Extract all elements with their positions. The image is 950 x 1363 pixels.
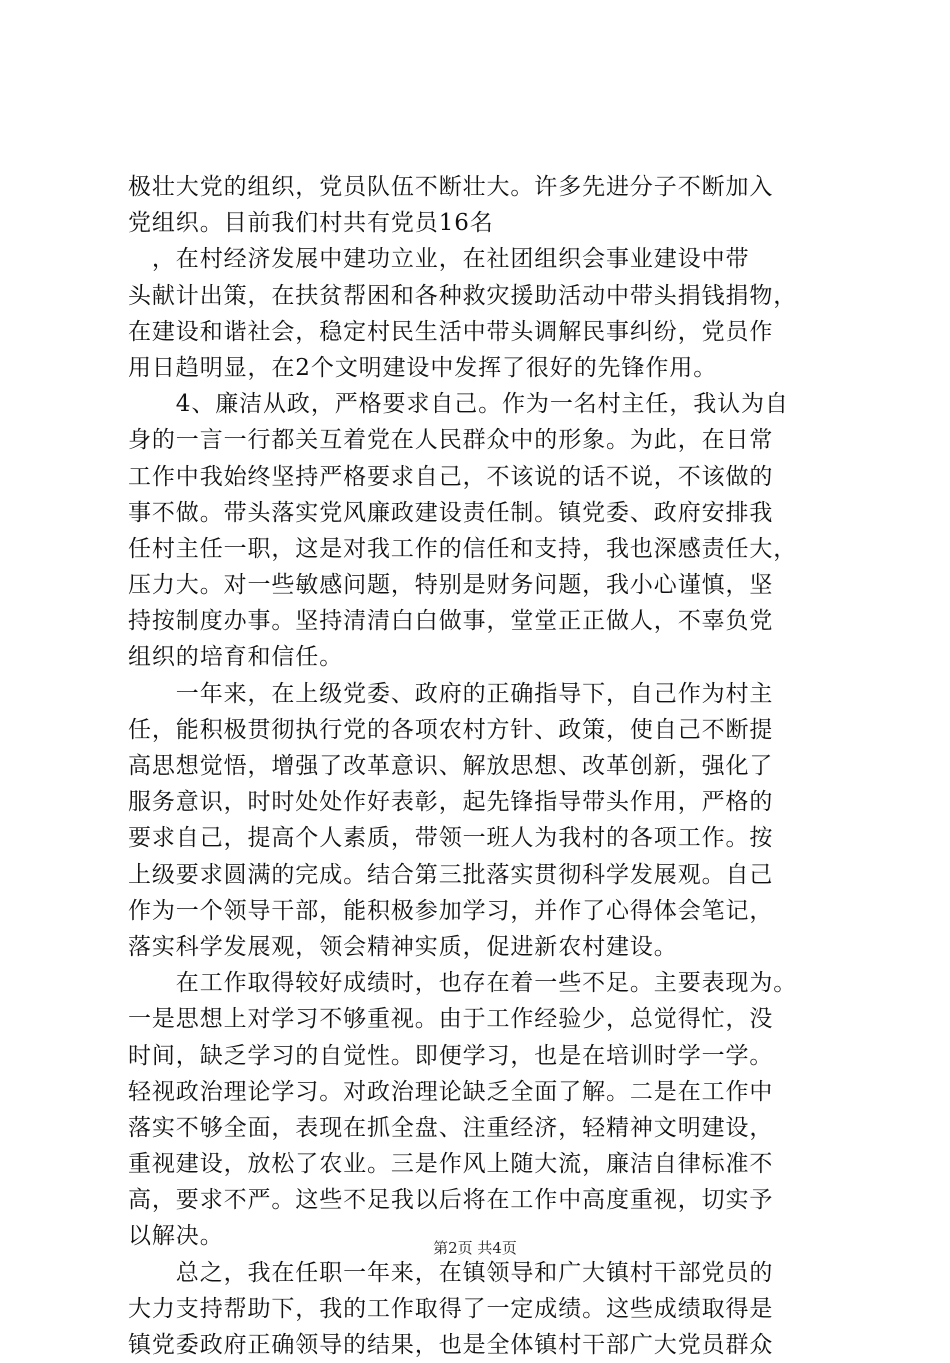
text-line: 任村主任一职，这是对我工作的信任和支持，我也深感责任大， bbox=[128, 535, 798, 562]
text-line: 组织的培育和信任。 bbox=[128, 644, 344, 671]
text-line: 高思想觉悟，增强了改革意识、解放思想、改革创新，强化了 bbox=[128, 753, 774, 779]
text-line: 头献计出策，在扶贫帮困和各种救灾援助活动中带头捐钱捐物， bbox=[128, 282, 798, 309]
text-line: 在工作取得较好成绩时，也存在着一些不足。主要表现为。 bbox=[128, 970, 798, 997]
text-line: 落实不够全面，表现在抓全盘、注重经济，轻精神文明建设， bbox=[128, 1114, 774, 1141]
text-line: 用日趋明显，在2个文明建设中发挥了很好的先锋作用。 bbox=[128, 354, 718, 381]
text-line: 事不做。带头落实党风廉政建设责任制。镇党委、政府安排我 bbox=[128, 499, 774, 526]
text-line: 时间，缺乏学习的自觉性。即便学习，也是在培训时学一学。 bbox=[128, 1042, 774, 1069]
text-line: 一年来，在上级党委、政府的正确指导下，自己作为村主 bbox=[128, 680, 774, 707]
text-line: 4、廉洁从政，严格要求自己。作为一名村主任，我认为自 bbox=[128, 391, 789, 418]
text-line: 极壮大党的组织，党员队伍不断壮大。许多先进分子不断加入 bbox=[128, 174, 774, 200]
text-line: 身的一言一行都关互着党在人民群众中的形象。为此，在日常 bbox=[128, 427, 774, 454]
text-line: 一是思想上对学习不够重视。由于工作经验少，总觉得忙，没 bbox=[128, 1006, 774, 1033]
text-line: 工作中我始终坚持严格要求自己，不该说的话不说，不该做的 bbox=[128, 463, 774, 490]
text-line: 大力支持帮助下，我的工作取得了一定成绩。这些成绩取得是 bbox=[128, 1295, 774, 1322]
text-line: 任，能积极贯彻执行党的各项农村方针、政策，使自己不断提 bbox=[128, 716, 774, 743]
text-line: 高，要求不严。这些不足我以后将在工作中高度重视，切实予 bbox=[128, 1187, 774, 1214]
page-number: 第2页 共4页 bbox=[433, 1239, 517, 1257]
text-line: 压力大。对一些敏感问题，特别是财务问题，我小心谨慎，坚 bbox=[128, 572, 774, 599]
text-line: 在建设和谐社会，稳定村民生活中带头调解民事纠纷，党员作 bbox=[128, 318, 774, 345]
text-line: 作为一个领导干部，能积极参加学习，并作了心得体会笔记， bbox=[128, 897, 774, 924]
text-line: 重视建设，放松了农业。三是作风上随大流，廉洁自律标准不 bbox=[128, 1151, 774, 1178]
body-text bbox=[128, 169, 838, 1363]
page-footer bbox=[0, 1238, 950, 1258]
text-line: 服务意识，时时处处作好表彰，起先锋指导带头作用，严格的 bbox=[128, 789, 774, 816]
text-line: ，在村经济发展中建功立业，在社团组织会事业建设中带 bbox=[128, 246, 750, 273]
text-line: 落实科学发展观，领会精神实质，促进新农村建设。 bbox=[128, 933, 678, 960]
text-line: 要求自己，提高个人素质，带领一班人为我村的各项工作。按 bbox=[128, 825, 774, 852]
text-line: 党组织。目前我们村共有党员16名 bbox=[128, 210, 494, 237]
text-line: 总之，我在任职一年来，在镇领导和广大镇村干部党员的 bbox=[128, 1259, 774, 1286]
text-line: 上级要求圆满的完成。结合第三批落实贯彻科学发展观。自己 bbox=[128, 861, 774, 888]
text-line: 镇党委政府正确领导的结果，也是全体镇村干部广大党员群众 bbox=[128, 1332, 774, 1358]
text-line: 轻视政治理论学习。对政治理论缺乏全面了解。二是在工作中 bbox=[128, 1078, 774, 1105]
text-line: 以解决。 bbox=[128, 1223, 224, 1250]
text-line: 持按制度办事。坚持清清白白做事，堂堂正正做人，不辜负党 bbox=[128, 608, 774, 635]
